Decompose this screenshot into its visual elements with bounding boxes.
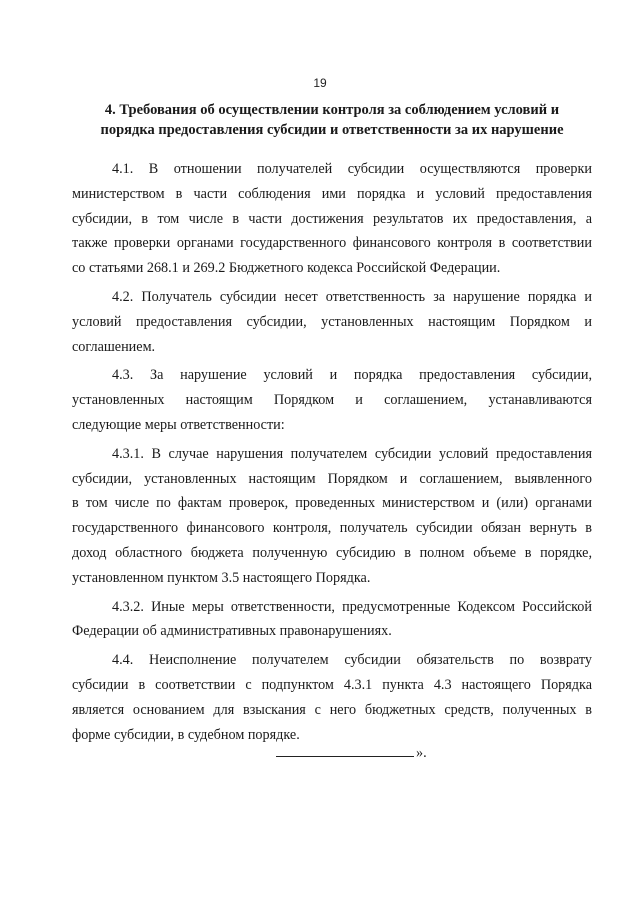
section-heading-line-2: порядка предоставления субсидии и ответственности за их нарушение [100, 122, 564, 138]
paragraph-line: субсидии в соответствии с подпунктом 4.3.1 пункта 4.3 настоящего Порядка [72, 676, 592, 693]
paragraph-line: следующие меры ответственности: [72, 416, 285, 433]
paragraph-line: 4.3. За нарушение условий и порядка предоставления субсидии, [112, 367, 592, 384]
section-heading-line-1: 4. Требования об осуществлении контроля за соблюдением условий и [104, 102, 560, 118]
paragraph-line: условий предоставления субсидии, установленных настоящим Порядком и [72, 313, 592, 330]
paragraph-line: является основанием для взыскания с него бюджетных средств, полученных в [72, 701, 592, 718]
closing-quote: ». [416, 745, 427, 761]
closing-line [276, 741, 427, 765]
paragraph-line: субсидии, установленных настоящим Порядком и соглашением, выявленного [72, 470, 592, 487]
section-heading [72, 100, 592, 140]
paragraph-line: Федерации об административных правонарушениях. [72, 623, 392, 640]
paragraph-line: 4.2. Получатель субсидии несет ответственность за нарушение порядка и [112, 288, 592, 305]
paragraph-line: установленном пунктом 3.5 настоящего Порядка. [72, 569, 371, 586]
paragraph-line: со статьями 268.1 и 269.2 Бюджетного кодекса Российской Федерации. [72, 260, 501, 277]
paragraph-4-3-1 [72, 442, 592, 591]
paragraph-line: 4.3.2. Иные меры ответственности, предусмотренные Кодексом Российской [112, 598, 592, 615]
paragraph-4-3 [72, 363, 592, 437]
paragraph-line: установленных настоящим Порядком и соглашением, устанавливаются [72, 392, 592, 409]
paragraph-line: доход областного бюджета полученную субсидию в полном объеме в порядке, [72, 544, 592, 561]
paragraph-line: 4.3.1. В случае нарушения получателем субсидии условий предоставления [112, 445, 592, 462]
paragraph-line: в том числе по фактам проверок, проведенных министерством и (или) органами [72, 495, 592, 512]
paragraph-4-1 [72, 157, 592, 281]
paragraph-line: министерством в части соблюдения ими порядка и условий предоставления [72, 185, 592, 202]
paragraph-line: соглашением. [72, 338, 156, 355]
page-number: 19 [313, 76, 327, 90]
paragraph-line: субсидии, в том числе в части достижения результатов их предоставления, а [72, 210, 592, 227]
signature-rule [276, 742, 414, 757]
paragraph-line: 4.1. В отношении получателей субсидии осуществляются проверки [112, 161, 592, 177]
paragraph-4-2 [72, 285, 592, 359]
paragraph-line: 4.4. Неисполнение получателем субсидии обязательств по возврату [112, 652, 592, 669]
paragraph-line: государственного финансового контроля, получатель субсидии обязан вернуть в [72, 520, 592, 537]
paragraph-line: форме субсидии, в судебном порядке. [72, 726, 300, 743]
paragraph-4-4 [72, 648, 592, 747]
section-body [72, 157, 592, 751]
paragraph-line: также проверки органами государственного финансового контроля в соответствии [72, 235, 592, 252]
paragraph-4-3-2 [72, 595, 592, 645]
